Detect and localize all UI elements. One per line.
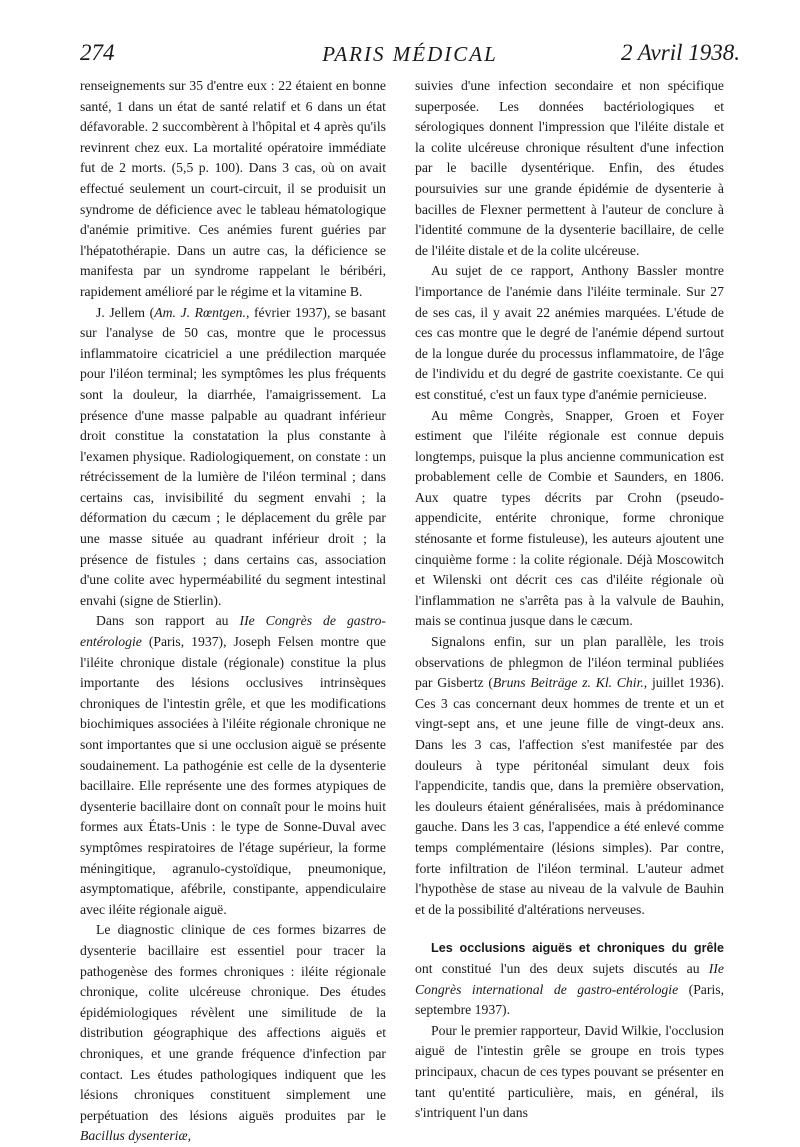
page-number: 274 <box>80 40 115 65</box>
citation: Am. J. Rœntgen. <box>154 304 246 320</box>
paragraph <box>80 920 386 1147</box>
running-header <box>80 40 740 74</box>
paragraph-text: (Paris, 1937), Joseph Felsen montre que l'iléite chronique distale (régionale) constitue la plus importante des lésions occlusives intrinsèques chroniques de l'intestin grêle, et que les modifications biochimiques associées à l'iléite régionale chronique ne sont importantes que si une occlusion aiguë se présente soudainement. La pathogénie est celle de la dysenterie bacillaire. Elle représente une des formes atypiques de dysenterie bacillaire dont on connaît pour le moins huit formes aux États-Unis : le type de Sonne-Duval avec symptômes respiratoires de l'étage supérieur, la forme méningitique, agranulo-cystoïdique, pneumonique, asymptomatique, afébrile, constipante, appendiculaire avec iléite régionale aiguë. <box>80 634 386 917</box>
paragraph-text: Dans son rapport au <box>96 613 240 629</box>
citation: Bruns Beiträge z. Kl. Chir. <box>492 675 644 691</box>
issue-date: 2 Avril 1938. <box>620 40 740 65</box>
paragraph <box>415 632 724 920</box>
paragraph <box>80 611 386 920</box>
paragraph: Pour le premier rapporteur, David Wilkie, l'occlusion aiguë de l'intestin grêle se groupe en trois types principaux, chacun de ces types pouvant se présenter en tant qu'entité particulière, mais, en général, ils s'intriquent l'un dans <box>415 1022 724 1121</box>
paragraph-text: Signalons enfin, sur un plan parallèle, les trois observations de phlegmon de l'iléon terminal publiées par Gisbertz ( <box>415 634 724 691</box>
paragraph-text: Le diagnostic clinique de ces formes bizarres de dysenterie bacillaire est essentiel pour tracer la pathogenèse des formes chroniques : iléite régionale chronique, colite ulcéreuse chronique. Des études épidémiologiques révèlent une similitude de la distribution géographique des affections aiguës et chroniques, et une grande fréquence d'infection par contact. Les études pathologiques indiquent que les lésions chroniques constituent simplement une perpétuation des lésions aiguës produites par le <box>80 922 386 1123</box>
citation: IIe Congrès international de gastro-entérologie <box>415 960 724 997</box>
right-column <box>415 76 724 1124</box>
paragraph-text: , février 1937), se basant sur l'analyse de 50 cas, montre que le processus inflammatoire cicatriciel a une prédilection marquée pour l'iléon terminal; les symptômes les plus fréquents sont la douleur, la diarrhée, l'amaigrissement. La présence d'une masse palpable au quadrant inférieur droit constitue la constatation la plus constante à l'examen physique. Radiologiquement, on constate : un rétrécissement de la lumière de l'iléon terminal ; dans certains cas, invisibilité du segment envahi ; la déformation du cæcum ; le déplacement du grêle par une masse située au quadrant inférieur droit ; la présence de fistules ; dans certains cas, association d'une colite avec hyperméabilité du segment intestinal envahi (signe de Stierlin). <box>80 304 386 608</box>
paragraph: Au même Congrès, Snapper, Groen et Foyer estiment que l'iléite régionale est connue depuis longtemps, puisque la plus ancienne communication est probablement celle de Combie et Saunders, en 1806. Aux quatre types décrits par Crohn (pseudo-appendicite, entérite chronique, forme chronique sténosante et forme fistuleuse), les auteurs ajoutent une cinquième forme : la colite régionale. Déjà Moscowitch et Wilenski ont décrit ces cas d'iléite régionale où l'inflammation ne s'arrêta pas à la valvule de Bauhin, mais se continua jusque dans le cæcum. <box>415 407 724 629</box>
citation: Bacillus dysenteriæ, <box>80 1128 192 1144</box>
paragraph-text: (Paris, septembre 1937). <box>415 981 724 1018</box>
paragraph-text: ont constitué l'un des deux sujets discutés au <box>415 960 709 976</box>
paragraph-text: J. Jellem ( <box>96 304 155 320</box>
paragraph: Au sujet de ce rapport, Anthony Bassler montre l'importance de l'anémie dans l'iléite terminale. Sur 27 de ses cas, il y avait 22 anémies marquées. L'étude de ces cas montre que le degré de l'anémie dépend surtout de la longue durée du processus inflammatoire, de l'âge de l'individu et du degré de gastrite coexistante. Ce qui est constitué, c'est un faux type d'anémie pernicieuse. <box>415 263 724 402</box>
section-heading: Les occlusions aiguës et chroniques du grêle <box>431 941 724 956</box>
paragraph: suivies d'une infection secondaire et non spécifique superposée. Les données bactériologiques et sérologiques donnent l'impression que l'iléite distale et la colite ulcéreuse chronique résultent d'une infection par le bacille dysentérique. Enfin, des études poursuivies sur une grande épidémie de dysenterie à bacilles de Flexner permettent à l'auteur de conclure à l'identité commune de la dysenterie bacillaire, de celle de l'iléite distale et de la colite ulcéreuse. <box>415 78 724 258</box>
journal-title: PARIS MÉDICAL <box>322 42 498 66</box>
left-column <box>80 76 386 1147</box>
paragraph <box>80 303 386 612</box>
section-paragraph <box>415 938 724 1020</box>
paragraph-text: , juillet 1936). Ces 3 cas concernant deux hommes de trente et un et vingt-sept ans, et une jeune fille de vingt-deux ans. Dans les 3 cas, l'affection s'est manifestée par des douleurs à type péritonéal simulant deux fois l'appendicite, tandis que, dans la première observation, les douleurs étaient généralisées, mais à prédominance gauche. Dans les 3 cas, l'appendice a été enlevé comme temps complémentaire (lésions simples). Par contre, forte infiltration de l'iléon terminal. L'auteur admet l'hypothèse de stase au niveau de la valvule de Bauhin et de la possibilité d'altérations nerveuses. <box>415 675 724 917</box>
citation: IIe Congrès de gastro-entérologie <box>80 613 386 650</box>
paragraph: renseignements sur 35 d'entre eux : 22 étaient en bonne santé, 1 dans un état de santé relatif et 6 dans un état défavorable. 2 succombèrent à l'hôpital et 4 après qu'ils revinrent chez eux. La mortalité opératoire immédiate fut de 2 morts. (5,5 p. 100). Dans 3 cas, où on avait effectué seulement un court-circuit, il se produisit un syndrome de déficience avec le tableau hématologique d'anémie primitive. Ces anémies furent guéries par l'hépatothérapie. Dans un autre cas, la déficience se manifesta par un syndrome rappelant le béribéri, rapidement amélioré par le régime et la vitamine B. <box>80 78 386 299</box>
